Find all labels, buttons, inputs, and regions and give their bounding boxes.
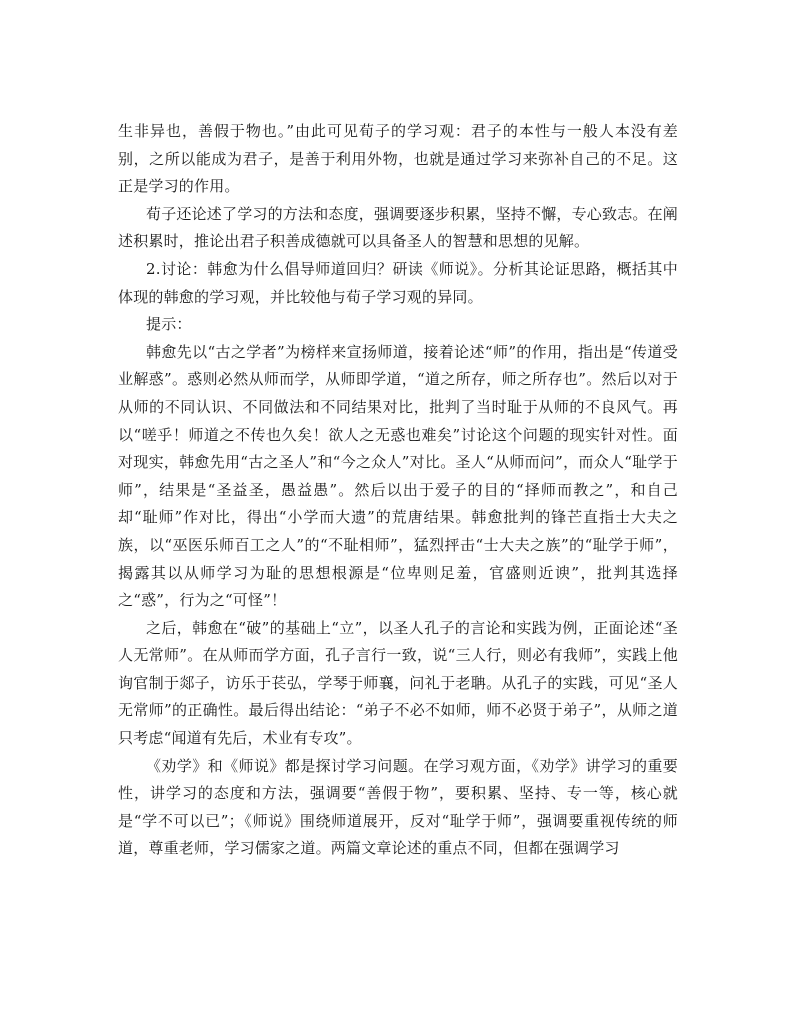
paragraph-6: 之后，韩愈在“破”的基础上“立”，以圣人孔子的言论和实践为例，正面论述“圣人无常师”。在从师而学方面，孔子言行一致，说“三人行，则必有我师”，实践上他询官制于郯子，访乐于苌弘，学琴于师襄，问礼于老聃。从孔子的实践，可见“圣人无常师”的正确性。最后得出结论：“弟子不必不如师，师不必贤于弟子”，从师之道只考虑“闻道有先后，术业有专攻”。 [118,618,678,748]
document-page [118,118,678,863]
paragraph-1: 生非异也，善假于物也。”由此可见荀子的学习观：君子的本性与一般人本没有差别，之所以能成为君子，是善于利用外物，也就是通过学习来弥补自己的不足。这正是学习的作用。 [118,122,678,196]
paragraph-5: 韩愈先以“古之学者”为榜样来宣扬师道，接着论述“师”的作用，指出是“传道受业解惑”。惑则必然从师而学，从师即学道，“道之所存，师之所存也”。然后以对于从师的不同认识、不同做法和不同结果对比，批判了当时耻于从师的不良风气。再以“嗟乎！师道之不传也久矣！欲人之无惑也难矣”讨论这个问题的现实针对性。面对现实，韩愈先用“古之圣人”和“今之众人”对比。圣人“从师而问”，而众人“耻学于师”，结果是“圣益圣，愚益愚”。然后以出于爱子的目的“择师而教之”，和自己却“耻师”作对比，得出“小学而大遗”的荒唐结果。韩愈批判的锋芒直指士大夫之族，以“巫医乐师百工之人”的“不耻相师”，猛烈抨击“士大夫之族”的“耻学于师”，揭露其以从师学习为耻的思想根源是“位卑则足羞，官盛则近谀”，批判其选择之“惑”，行为之“可怪”！ [118,342,678,610]
paragraph-7: 《劝学》和《师说》都是探讨学习问题。在学习观方面，《劝学》讲学习的重要性，讲学习的态度和方法，强调要“善假于物”，要积累、坚持、专一等，核心就是“学不可以已”；《师说》围绕师道展开，反对“耻学于师”，强调要重视传统的师道，尊重老师，学习儒家之道。两篇文章论述的重点不同，但都在强调学习 [118,756,678,858]
paragraph-4: 提示： [146,315,192,334]
paragraph-2: 荀子还论述了学习的方法和态度，强调要逐步积累，坚持不懈，专心致志。在阐述积累时，推论出君子积善成德就可以具备圣人的智慧和思想的见解。 [118,204,679,251]
paragraph-3: 2.讨论：韩愈为什么倡导师道回归？研读《师说》。分析其论证思路，概括其中体现的韩愈的学习观，并比较他与荀子学习观的异同。 [118,259,678,306]
